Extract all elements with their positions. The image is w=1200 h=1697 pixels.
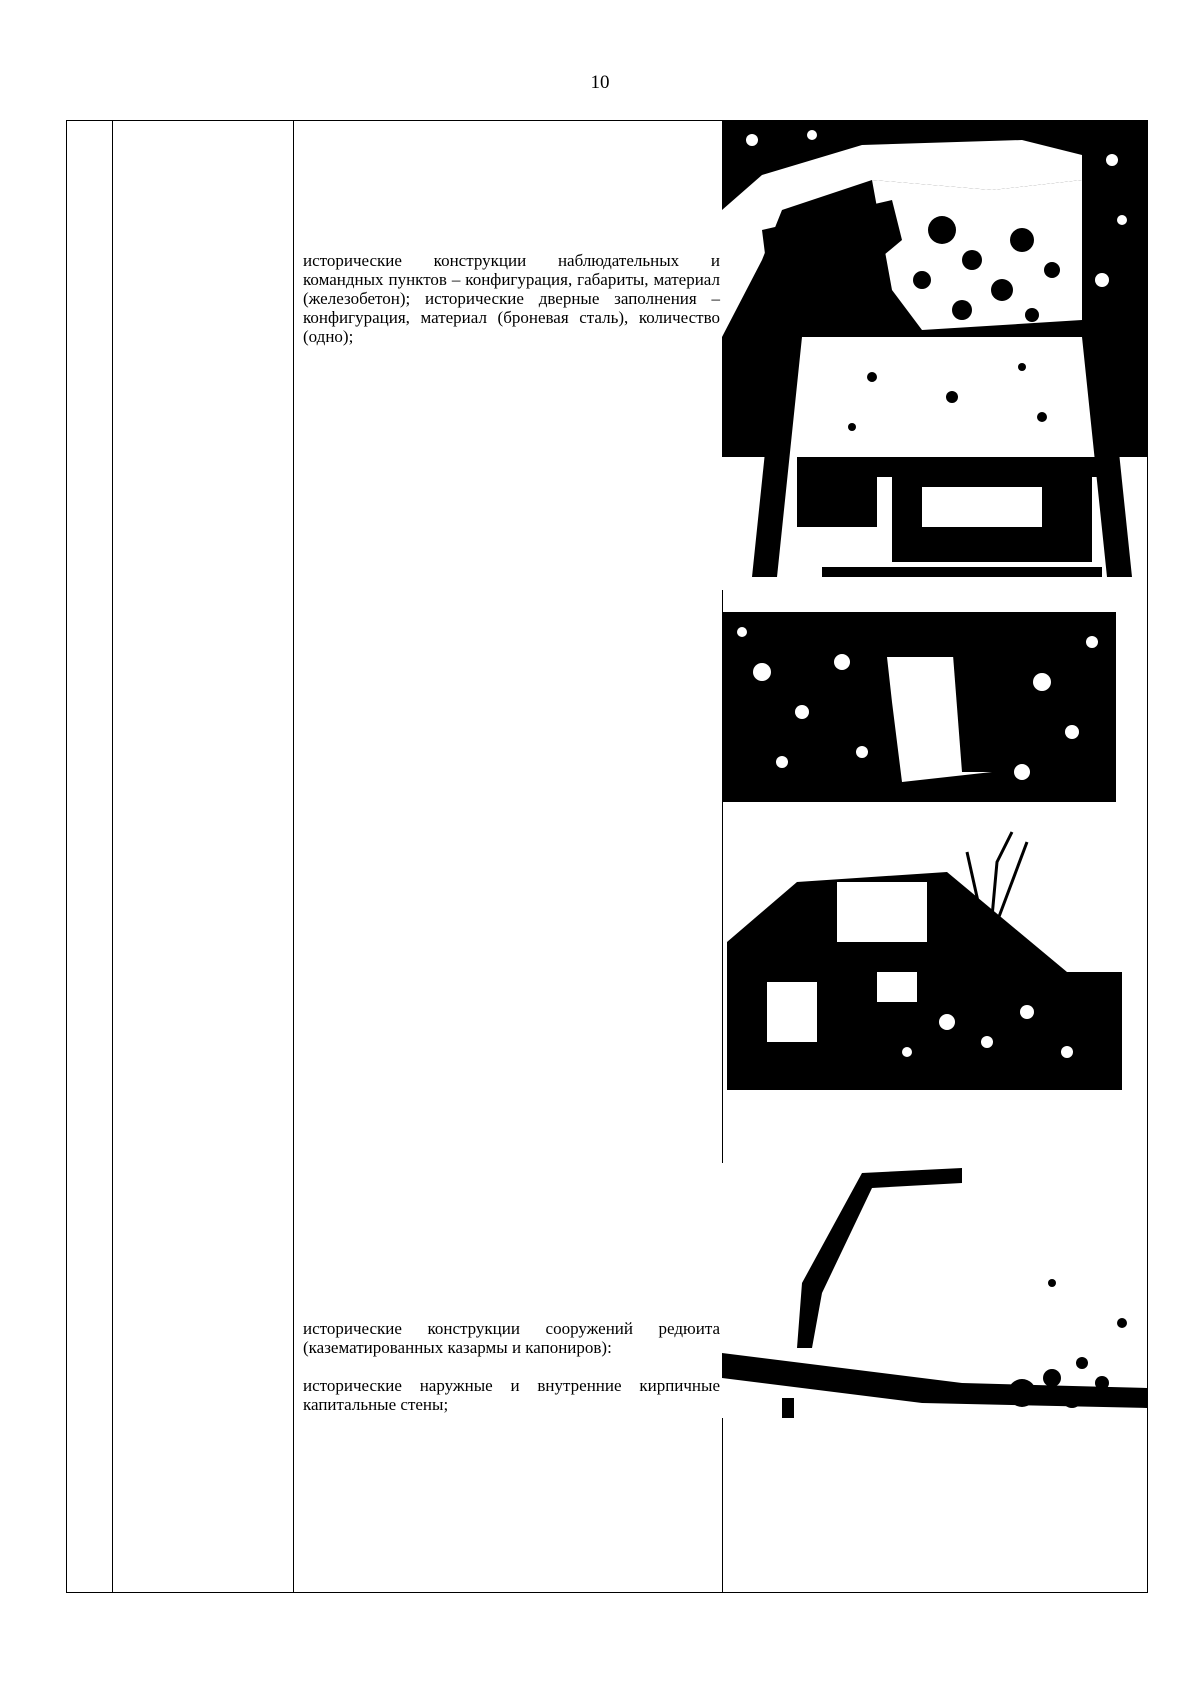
photo-bunker-in-trees [722,612,1116,802]
text-entry-redoubt [303,1319,720,1414]
column-divider-1 [112,121,113,1592]
entry-brick-walls: исторические наружные и внутренние кирпичные капитальные стены; [303,1376,720,1414]
photo-command-post-top [722,120,1147,337]
column-divider-2 [293,121,294,1592]
text-entry-observation-posts [303,251,720,346]
photo-command-post-door [722,337,1147,590]
photo-redoubt-wall [722,1163,1147,1418]
page-number: 10 [590,72,610,93]
entry-redoubt-structures: исторические конструкции сооружений редюита (казематированных казармы и капониров): [303,1319,720,1357]
entry-observation-posts: исторические конструкции наблюдательных и командных пунктов – конфигурация, габариты, материал (железобетон); исторические дверные заполнения – конфигурация, материал (броневая сталь), количество (одно); [303,251,720,346]
photo-ruined-building [727,822,1122,1090]
